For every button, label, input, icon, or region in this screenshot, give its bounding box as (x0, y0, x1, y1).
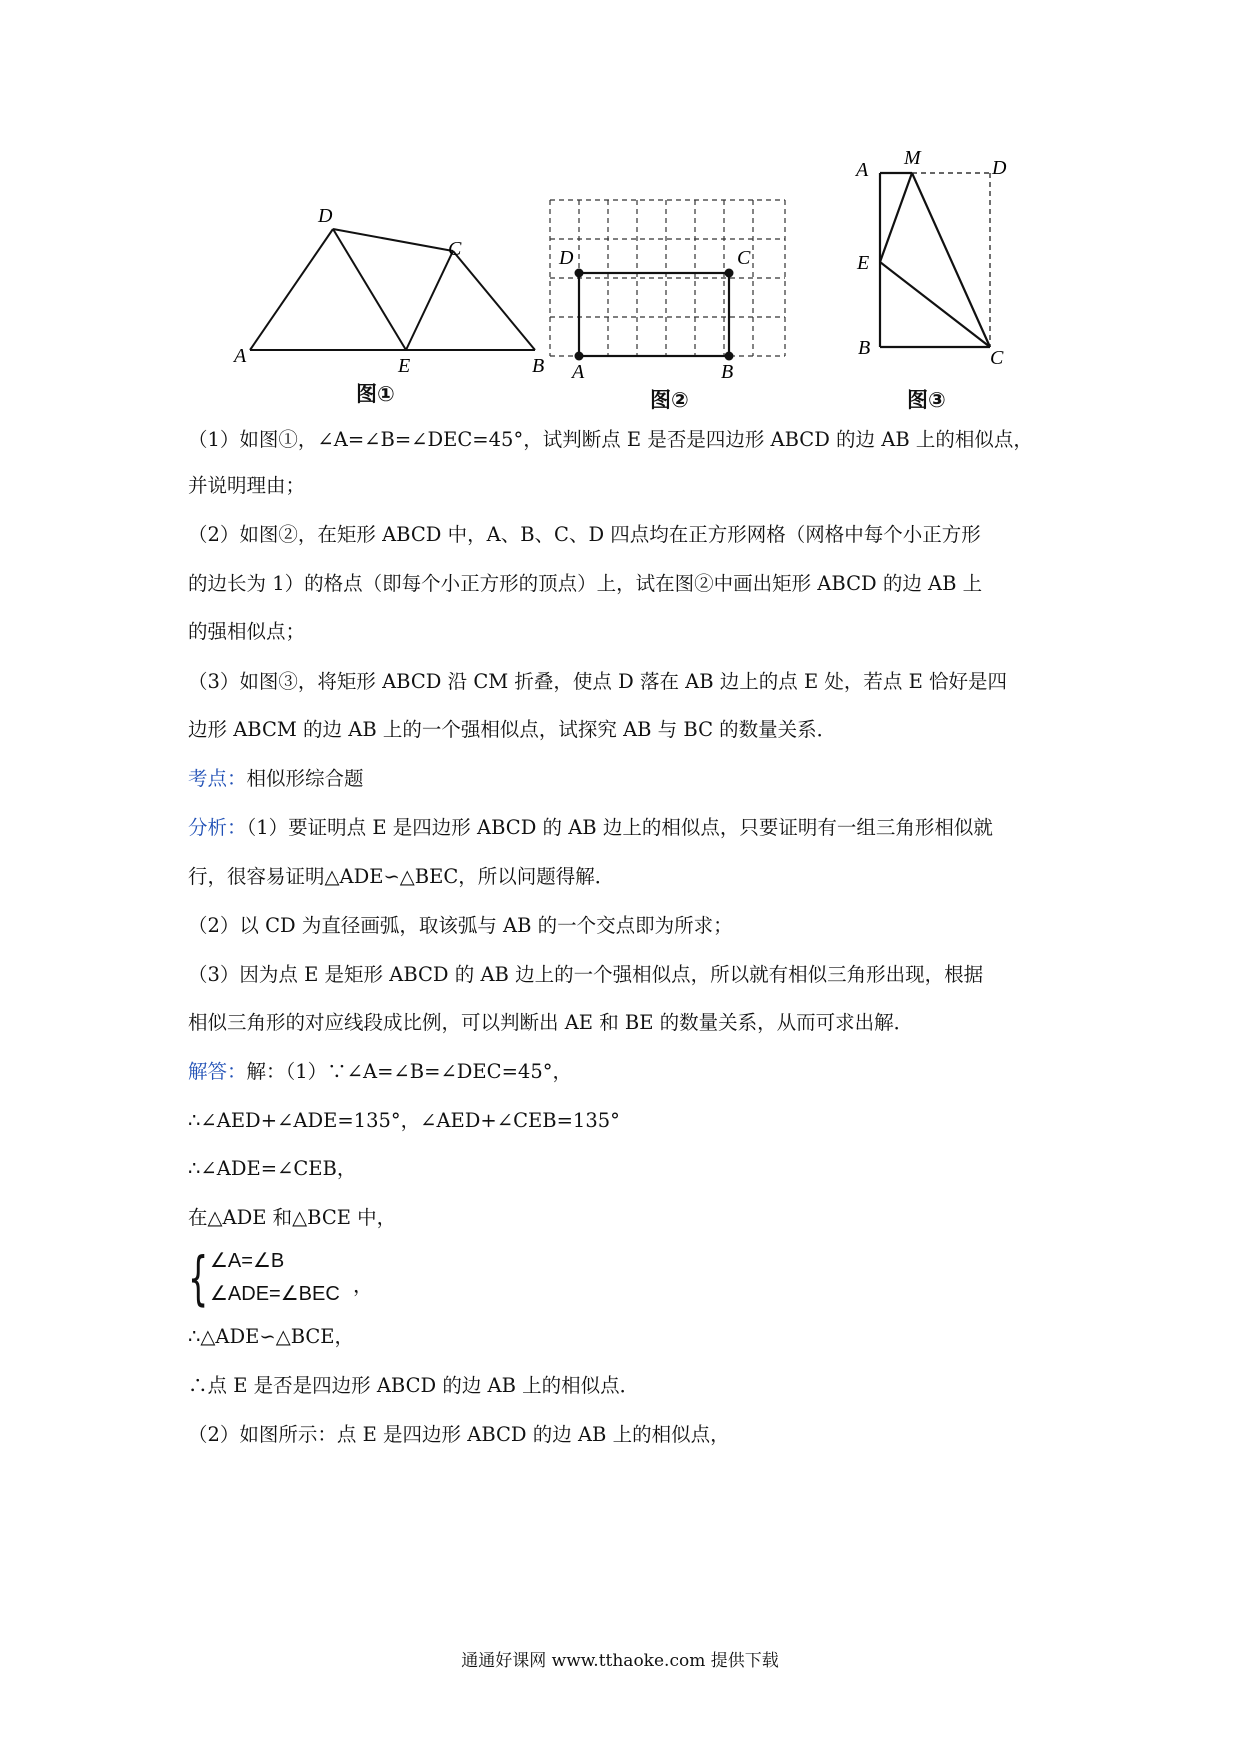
fig3-label-d: D (992, 157, 1007, 179)
equation-line-1: ∠A=∠B (210, 1250, 285, 1272)
jieda-line-2: ∴∠AED+∠ADE=135°，∠AED+∠CEB=135° (188, 1109, 620, 1132)
kaodian-line (188, 767, 1070, 791)
question-3-line-2: 边形 ABCM 的边 AB 上的一个强相似点，试探究 AB 与 BC 的数量关系． (188, 718, 837, 741)
question-2-line-2: 的边长为 1）的格点（即每个小正方形的顶点）上，试在图②中画出矩形 ABCD 的边 AB 上 (188, 572, 983, 595)
fig3-caption: 图③ (907, 388, 946, 412)
page-footer: 通通好课网 www.tthaoke.com 提供下载 (461, 1651, 779, 1671)
fig3-label-m: M (904, 147, 921, 169)
jieda-line-7: （2）如图所示：点 E 是四边形 ABCD 的边 AB 上的相似点， (188, 1423, 730, 1446)
question-2-line-3: 的强相似点； (188, 620, 306, 643)
jieda-line-4: 在△ADE 和△BCE 中， (188, 1206, 397, 1229)
question-1-line-1: （1）如图①，∠A=∠B=∠DEC=45°，试判断点 E 是否是四边形 ABCD 的边 AB 上的相似点， (188, 428, 1033, 451)
kaodian-tag: 考点： (188, 767, 247, 790)
fig1-label-d: D (318, 205, 333, 227)
jieda-text-1: 解：（1）∵∠A=∠B=∠DEC=45°， (246, 1060, 572, 1083)
equation-system (188, 1244, 408, 1312)
figure-2-drawing (545, 195, 800, 410)
fenxi-line-1 (188, 816, 1070, 840)
question-3-line-1: （3）如图③，将矩形 ABCD 沿 CM 折叠，使点 D 落在 AB 边上的点 E 处，若点 E 恰好是四 (188, 670, 1008, 693)
figure-3-drawing (840, 147, 1020, 410)
equation-comma: ， (353, 1273, 373, 1297)
fig3-label-b: B (858, 337, 871, 359)
jieda-line-3: ∴∠ADE=∠CEB， (188, 1157, 357, 1180)
fenxi-line-4: （3）因为点 E 是矩形 ABCD 的 AB 边上的一个强相似点，所以就有相似三角形出现，根据 (188, 963, 984, 986)
figure-1-drawing (230, 200, 560, 410)
jieda-tag: 解答： (188, 1060, 247, 1083)
fig3-label-c: C (990, 347, 1004, 369)
kaodian-text: 相似形综合题 (246, 767, 364, 790)
question-2-line-1: （2）如图②，在矩形 ABCD 中，A、B、C、D 四点均在正方形网格（网格中每个小正方形 (188, 523, 981, 546)
fig2-label-b: B (721, 361, 734, 383)
question-1-line-2: 并说明理由； (188, 474, 306, 497)
fig2-label-c: C (737, 247, 751, 269)
fig1-label-c: C (448, 238, 462, 260)
fenxi-line-2: 行，很容易证明△ADE∽△BEC，所以问题得解． (188, 865, 615, 888)
equation-line-2: ∠ADE=∠BEC (210, 1283, 340, 1305)
fig2-caption: 图② (650, 388, 689, 412)
fig1-label-a: A (234, 345, 247, 367)
left-brace: { (188, 1244, 209, 1312)
fig1-caption: 图① (356, 382, 395, 406)
figure-2 (545, 195, 800, 410)
fig3-label-a: A (856, 159, 869, 181)
fig1-label-e: E (398, 355, 411, 377)
jieda-line-1 (188, 1060, 1070, 1084)
fig1-label-b: B (532, 355, 545, 377)
jieda-line-5: ∴△ADE∽△BCE， (188, 1325, 355, 1348)
fenxi-line-5: 相似三角形的对应线段成比例，可以判断出 AE 和 BE 的数量关系，从而可求出解． (188, 1011, 914, 1034)
figure-1 (230, 200, 560, 410)
figure-3 (840, 147, 1020, 412)
jieda-line-6: ∴点 E 是否是四边形 ABCD 的边 AB 上的相似点． (188, 1374, 640, 1397)
fenxi-line-3: （2）以 CD 为直径画弧，取该弧与 AB 的一个交点即为所求； (188, 914, 733, 937)
fenxi-tag: 分析： (188, 816, 247, 839)
fig3-label-e: E (857, 252, 870, 274)
fig2-label-d: D (559, 247, 574, 269)
fenxi-text-1: （1）要证明点 E 是四边形 ABCD 的 AB 边上的相似点，只要证明有一组三角形相似就 (246, 816, 993, 839)
fig2-label-a: A (572, 361, 585, 383)
